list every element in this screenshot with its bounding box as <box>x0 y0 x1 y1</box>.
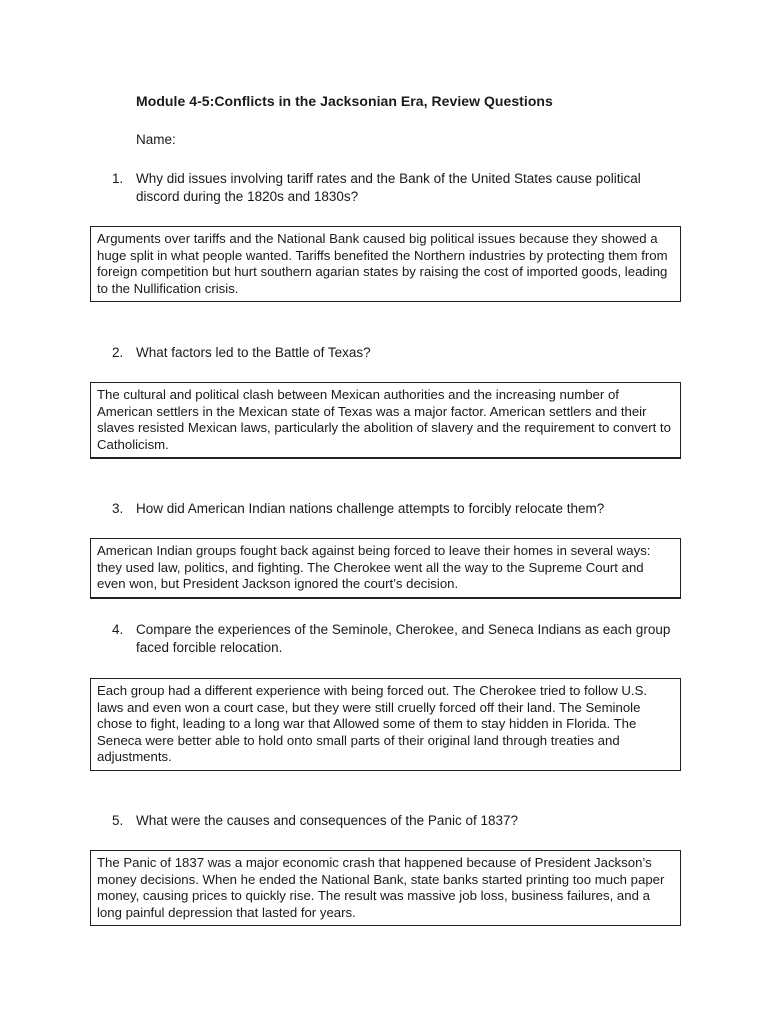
question-2 <box>112 344 672 362</box>
question-number: 3. <box>112 501 124 516</box>
question-text: How did American Indian nations challenge attempts to forcibly relocate them? <box>136 501 605 516</box>
question-4 <box>112 621 672 657</box>
answer-box-1: Arguments over tariffs and the National Bank caused big political issues because they showed a huge split in what people wanted. Tariffs benefited the Northern industries by protecting them from foreign competition but hurt southern agarian states by raising the cost of imported goods, leading to the Nullification crisis. <box>90 226 681 302</box>
question-number: 5. <box>112 813 124 828</box>
question-text: Compare the experiences of the Seminole, Cherokee, and Seneca Indians as each group faced forcible relocation. <box>136 622 671 655</box>
page-title: Module 4-5:Conflicts in the Jacksonian Era, Review Questions <box>136 93 553 109</box>
question-number: 2. <box>112 345 124 360</box>
name-label: Name: <box>136 132 176 147</box>
question-number: 4. <box>112 622 124 637</box>
answer-box-5: The Panic of 1837 was a major economic crash that happened because of President Jackson’s money decisions. When he ended the National Bank, state banks started printing too much paper money, causing prices to quickly rise. The result was massive job loss, business failures, and a long painful depression that lasted for years. <box>90 850 681 926</box>
question-text: What factors led to the Battle of Texas? <box>136 345 371 360</box>
answer-box-4: Each group had a different experience with being forced out. The Cherokee tried to follow U.S. laws and even won a court case, but they were still cruelly forced off their land. The Seminole chose to fight, leading to a long war that Allowed some of them to stay hidden in Florida. The Seneca were better able to hold onto small parts of their original land through treaties and adjustments. <box>90 678 681 771</box>
question-1 <box>112 170 672 206</box>
question-text: What were the causes and consequences of the Panic of 1837? <box>136 813 519 828</box>
question-text: Why did issues involving tariff rates and the Bank of the United States cause political discord during the 1820s and 1830s? <box>136 171 641 204</box>
answer-box-2: The cultural and political clash between Mexican authorities and the increasing number of American settlers in the Mexican state of Texas was a major factor. American settlers and their slaves resisted Mexican laws, particularly the abolition of slavery and the requirement to convert to Catholicism. <box>90 382 681 459</box>
answer-box-3: American Indian groups fought back against being forced to leave their homes in several ways: they used law, politics, and fighting. The Cherokee went all the way to the Supreme Court and even won, but President Jackson ignored the court’s decision. <box>90 538 681 599</box>
question-number: 1. <box>112 171 124 186</box>
question-5 <box>112 812 672 830</box>
question-3 <box>112 500 672 518</box>
